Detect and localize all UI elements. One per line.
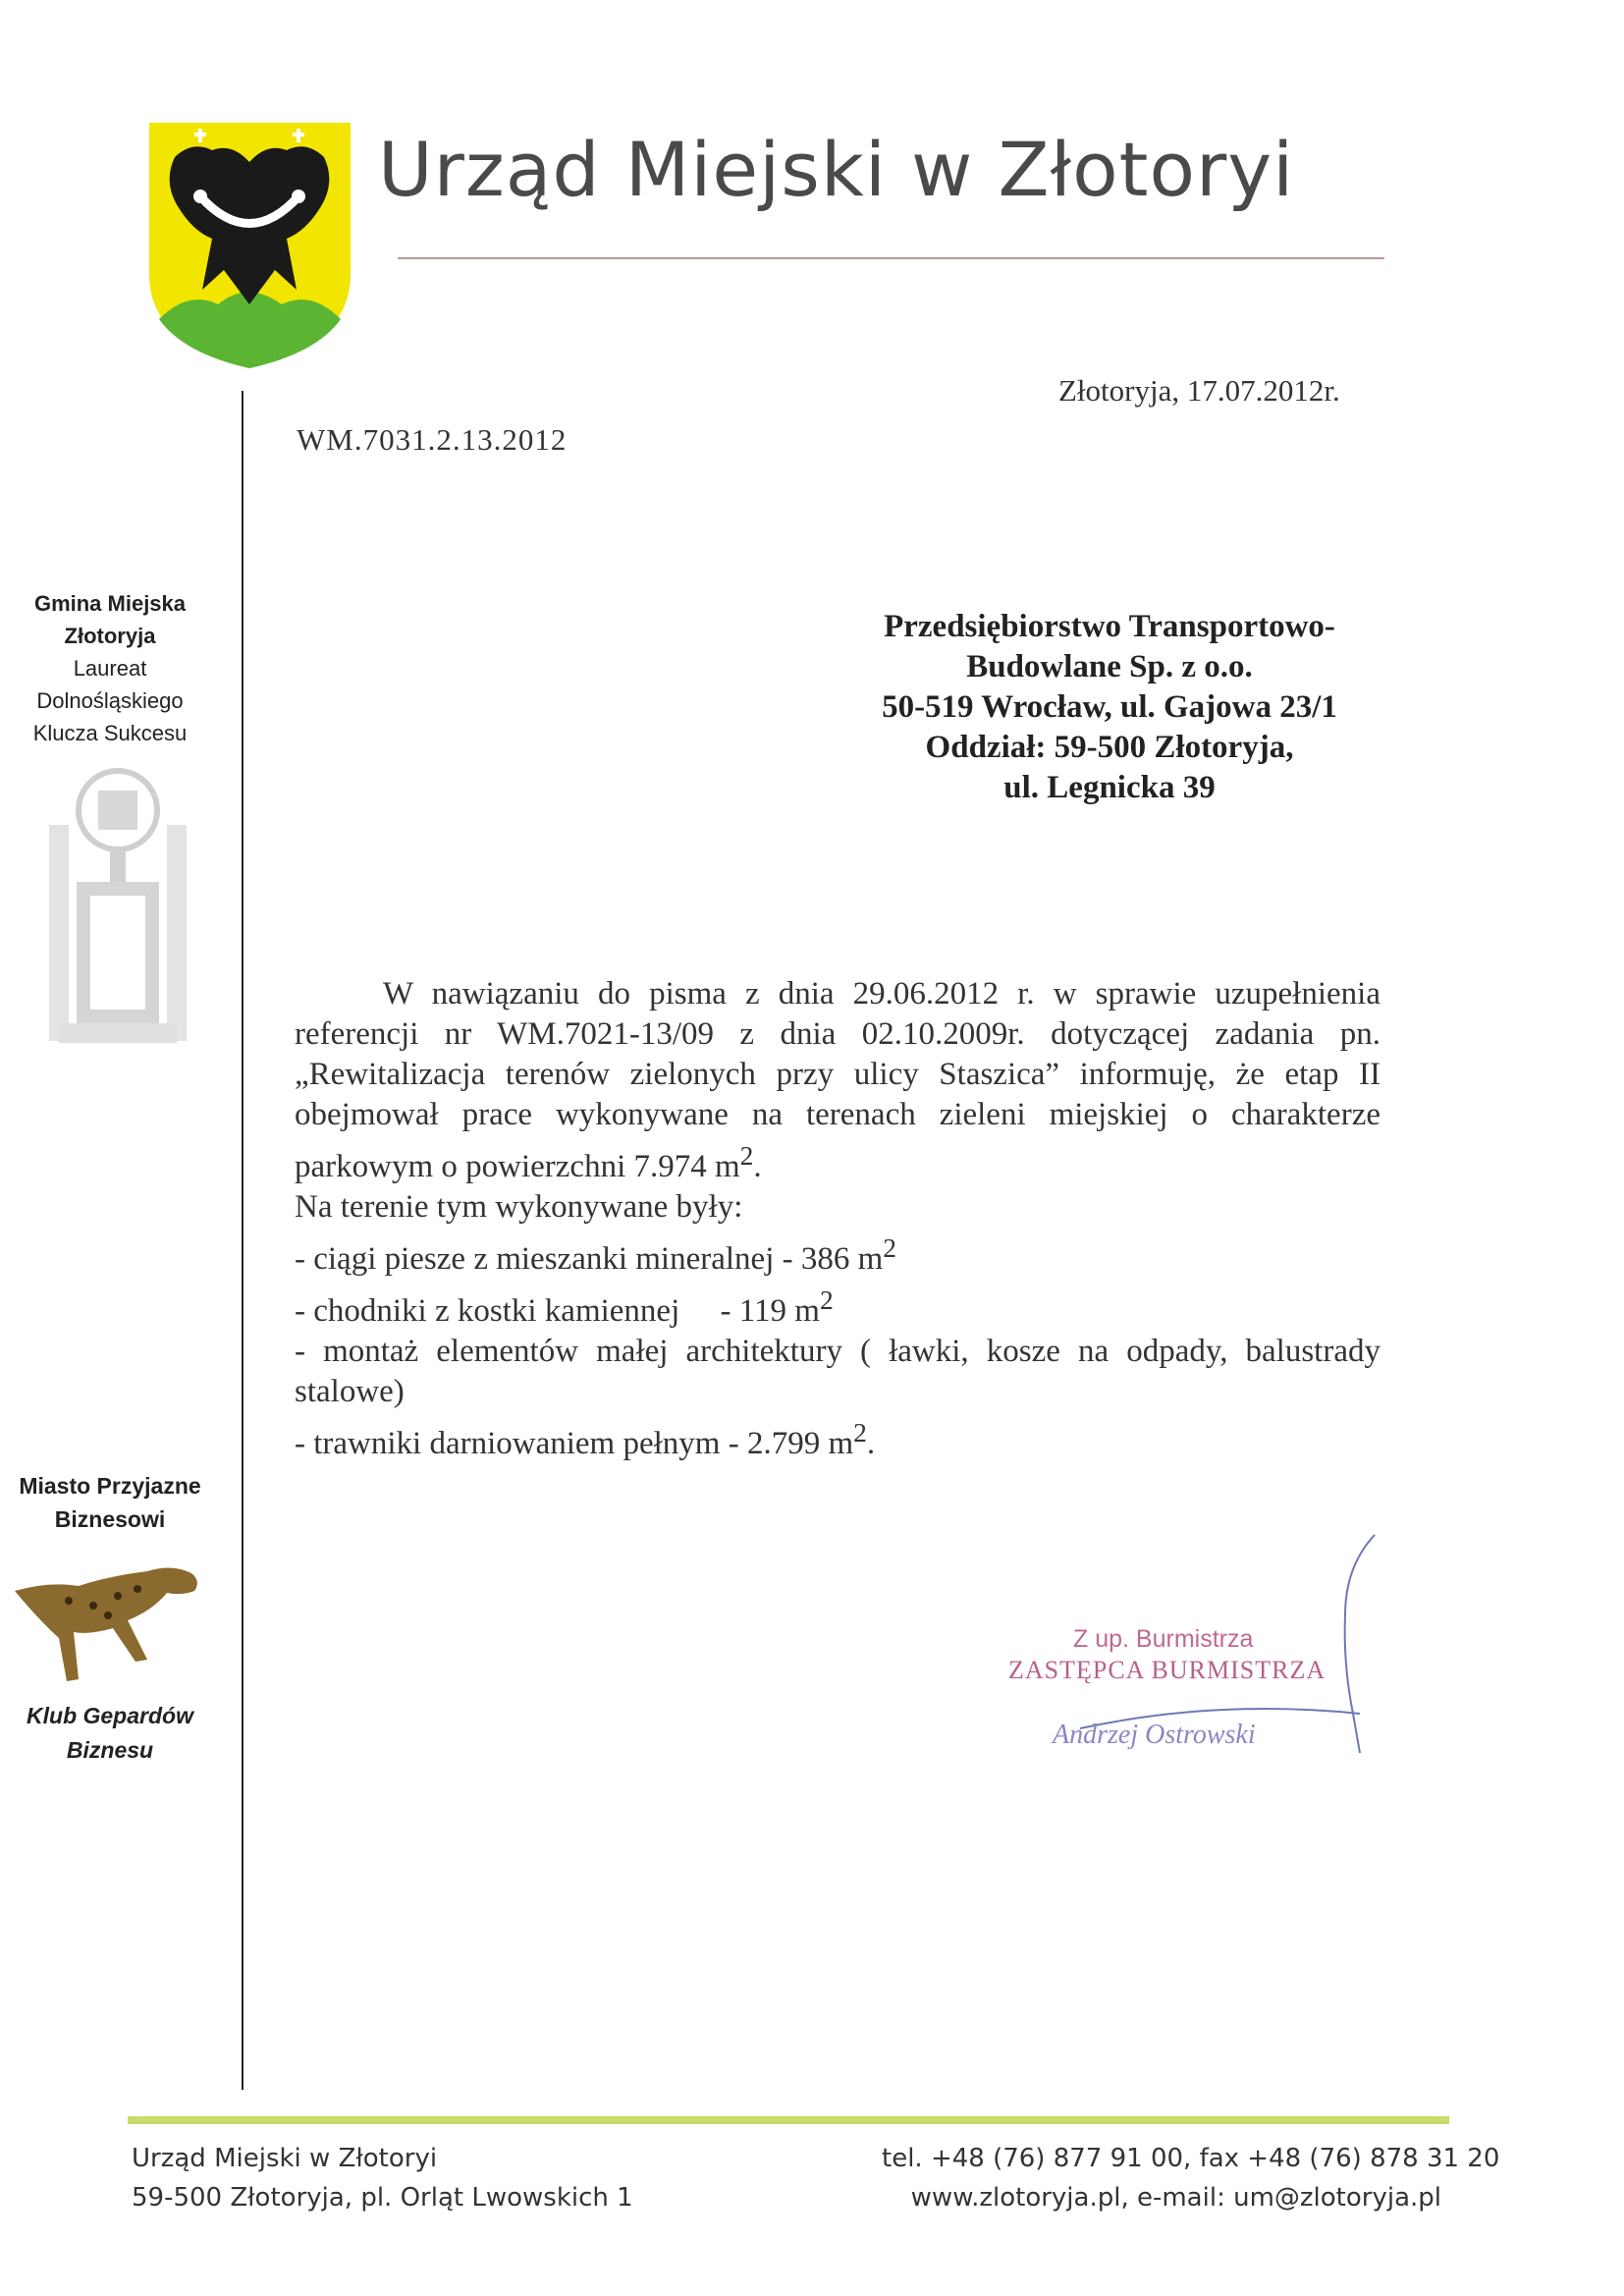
footer-line: www.zlotoryja.pl, e-mail: um@zlotoryja.pl (910, 2183, 1441, 2213)
recipient-line: Przedsiębiorstwo Transportowo- (884, 609, 1335, 644)
letter-date: Złotoryja, 17.07.2012r. (1058, 373, 1340, 408)
stamp-signatory: Andrzej Ostrowski (1053, 1720, 1256, 1750)
business-caption (2, 1469, 218, 1536)
sidebar-divider (242, 391, 244, 2090)
footer-contact (882, 2139, 1500, 2217)
award-line: Laureat (73, 656, 147, 681)
recipient-line: 50-519 Wrocław, ul. Gajowa 23/1 (882, 689, 1337, 725)
recipient-line: ul. Legnicka 39 (1003, 770, 1216, 805)
recipient-address (835, 607, 1384, 808)
footer-address (132, 2139, 633, 2217)
business-line: Biznesowi (54, 1506, 166, 1532)
award-line: Złotoryja (64, 624, 156, 648)
body-paragraph (295, 974, 1380, 1187)
footer-line: tel. +48 (76) 877 91 00, fax +48 (76) 878 31 20 (882, 2144, 1500, 2173)
club-line: Biznesu (66, 1737, 154, 1763)
superscript: 2 (739, 1140, 754, 1171)
superscript: 2 (819, 1285, 834, 1315)
list-item (295, 1412, 1380, 1464)
award-line: Klucza Sukcesu (32, 721, 188, 745)
list-item-text: - chodniki z kostki kamiennej - 119 m (295, 1293, 820, 1329)
award-line: Dolnośląskiego (36, 688, 184, 713)
footer-line: Urząd Miejski w Złotoryi (132, 2144, 438, 2173)
superscript: 2 (883, 1232, 897, 1263)
reference-number: WM.7031.2.13.2012 (297, 422, 568, 457)
list-item (295, 1280, 1380, 1332)
club-line: Klub Gepardów (27, 1703, 193, 1728)
club-caption (2, 1699, 218, 1768)
list-item-text: - trawniki darniowaniem pełnym - 2.799 m (295, 1426, 854, 1461)
cheetah-statuette-icon (10, 1552, 201, 1689)
paragraph-end: . (753, 1149, 762, 1184)
list-item: - montaż elementów małej architektury ( ławki, kosze na odpady, balustrady stalowe) (295, 1334, 1380, 1409)
superscript: 2 (853, 1417, 867, 1448)
list-intro: Na terenie tym wykonywane były: (295, 1189, 743, 1225)
footer-divider (128, 2116, 1449, 2124)
key-of-success-icon (49, 766, 187, 1051)
recipient-line: Budowlane Sp. z o.o. (966, 649, 1253, 684)
coat-of-arms-icon (149, 123, 351, 368)
award-caption (2, 587, 218, 749)
paragraph-text: W nawiązaniu do pisma z dnia 29.06.2012 r. w sprawie uzupełnienia referencji nr WM.7021-13/09 z dnia 02.10.2009r. dotyczącej zadania pn.„Rewitalizacja terenów zielonych przy ulicy Staszica” informuję, że etap II obejmował prace wykonywane na terenach zieleni miejskiej o charakterze parkowym o powierzchni 7.974 m (295, 976, 1380, 1184)
title-divider (398, 257, 1384, 259)
list-item-end: . (866, 1426, 876, 1461)
stamp-line: ZASTĘPCA BURMISTRZA (1008, 1656, 1326, 1684)
stamp-line: Z up. Burmistrza (1073, 1625, 1254, 1653)
award-line: Gmina Miejska (33, 591, 187, 616)
list-item (295, 1228, 1380, 1280)
recipient-line: Oddział: 59-500 Złotoryja, (925, 730, 1294, 765)
letter-body (295, 974, 1380, 1464)
office-title: Urząd Miejski w Złotoryi (378, 126, 1295, 213)
footer-line: 59-500 Złotoryja, pl. Orląt Lwowskich 1 (132, 2183, 633, 2213)
business-line: Miasto Przyjazne (19, 1473, 201, 1499)
list-item-text: - ciągi piesze z mieszanki mineralnej - 386 m (295, 1241, 884, 1277)
